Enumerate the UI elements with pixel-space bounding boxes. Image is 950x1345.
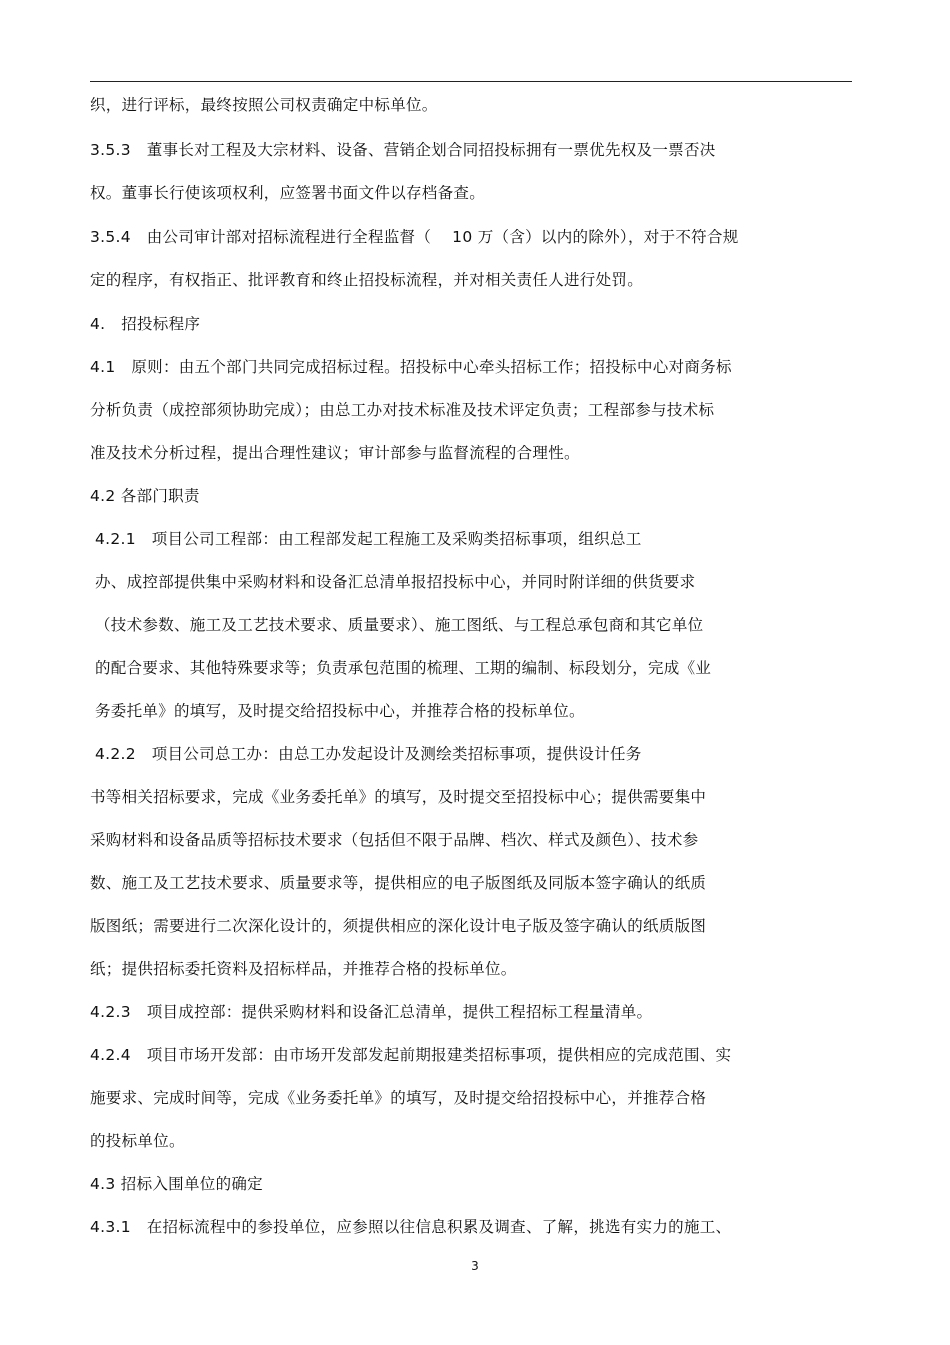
- section-heading: 4. 招投标程序: [90, 315, 201, 333]
- text-line: 施要求、完成时间等，完成《业务委托单》的填写，及时提交给招投标中心，并推荐合格: [90, 1089, 707, 1107]
- text-line: 4.3.1 在招标流程中的参投单位，应参照以往信息积累及调查、了解，挑选有实力的施工、: [90, 1218, 732, 1236]
- text-line: 的投标单位。: [90, 1132, 185, 1150]
- text-line: 纸；提供招标委托资料及招标样品，并推荐合格的投标单位。: [90, 960, 517, 978]
- section-heading: 4.3 招标入围单位的确定: [90, 1175, 263, 1193]
- text-line: 4.2.4 项目市场开发部：由市场开发部发起前期报建类招标事项，提供相应的完成范围、实: [90, 1046, 732, 1064]
- text-line: 务委托单》的填写，及时提交给招投标中心，并推荐合格的投标单位。: [95, 702, 585, 720]
- text-line: 3.5.4 由公司审计部对招标流程进行全程监督（ 10 万（含）以内的除外），对于不符合规: [90, 228, 739, 246]
- text-line: 准及技术分析过程，提出合理性建议；审计部参与监督流程的合理性。: [90, 444, 580, 462]
- text-line: 分析负责（成控部须协助完成）；由总工办对技术标准及技术评定负责；工程部参与技术标: [90, 401, 715, 419]
- section-heading: 4.2 各部门职责: [90, 487, 200, 505]
- page-number: 3: [471, 1259, 479, 1273]
- text-line: 3.5.3 董事长对工程及大宗材料、设备、营销企划合同招投标拥有一票优先权及一票否决: [90, 141, 716, 159]
- text-line: 定的程序，有权指正、批评教育和终止招投标流程，并对相关责任人进行处罚。: [90, 271, 644, 289]
- text-line: 4.1 原则：由五个部门共同完成招标过程。招投标中心牵头招标工作；招投标中心对商务标: [90, 358, 732, 376]
- header-rule: [90, 81, 852, 82]
- text-line: 书等相关招标要求，完成《业务委托单》的填写，及时提交至招投标中心；提供需要集中: [90, 788, 707, 806]
- text-line: 办、成控部提供集中采购材料和设备汇总清单报招投标中心，并同时附详细的供货要求: [95, 573, 696, 591]
- text-line: 的配合要求、其他特殊要求等；负责承包范围的梳理、工期的编制、标段划分，完成《业: [95, 659, 712, 677]
- text-line: 4.2.1 项目公司工程部：由工程部发起工程施工及采购类招标事项，组织总工: [95, 530, 642, 548]
- text-line: （技术参数、施工及工艺技术要求、质量要求）、施工图纸、与工程总承包商和其它单位: [95, 616, 704, 634]
- text-line: 版图纸；需要进行二次深化设计的，须提供相应的深化设计电子版及签字确认的纸质版图: [90, 917, 707, 935]
- text-line: 采购材料和设备品质等招标技术要求（包括但不限于品牌、档次、样式及颜色）、技术参: [90, 831, 699, 849]
- text-line: 4.2.2 项目公司总工办：由总工办发起设计及测绘类招标事项，提供设计任务: [95, 745, 642, 763]
- text-line: 数、施工及工艺技术要求、质量要求等，提供相应的电子版图纸及同版本签字确认的纸质: [90, 874, 707, 892]
- text-line: 权。董事长行使该项权利，应签署书面文件以存档备查。: [90, 184, 486, 202]
- text-line: 织，进行评标，最终按照公司权责确定中标单位。: [90, 96, 438, 114]
- text-line: 4.2.3 项目成控部：提供采购材料和设备汇总清单，提供工程招标工程量清单。: [90, 1003, 653, 1021]
